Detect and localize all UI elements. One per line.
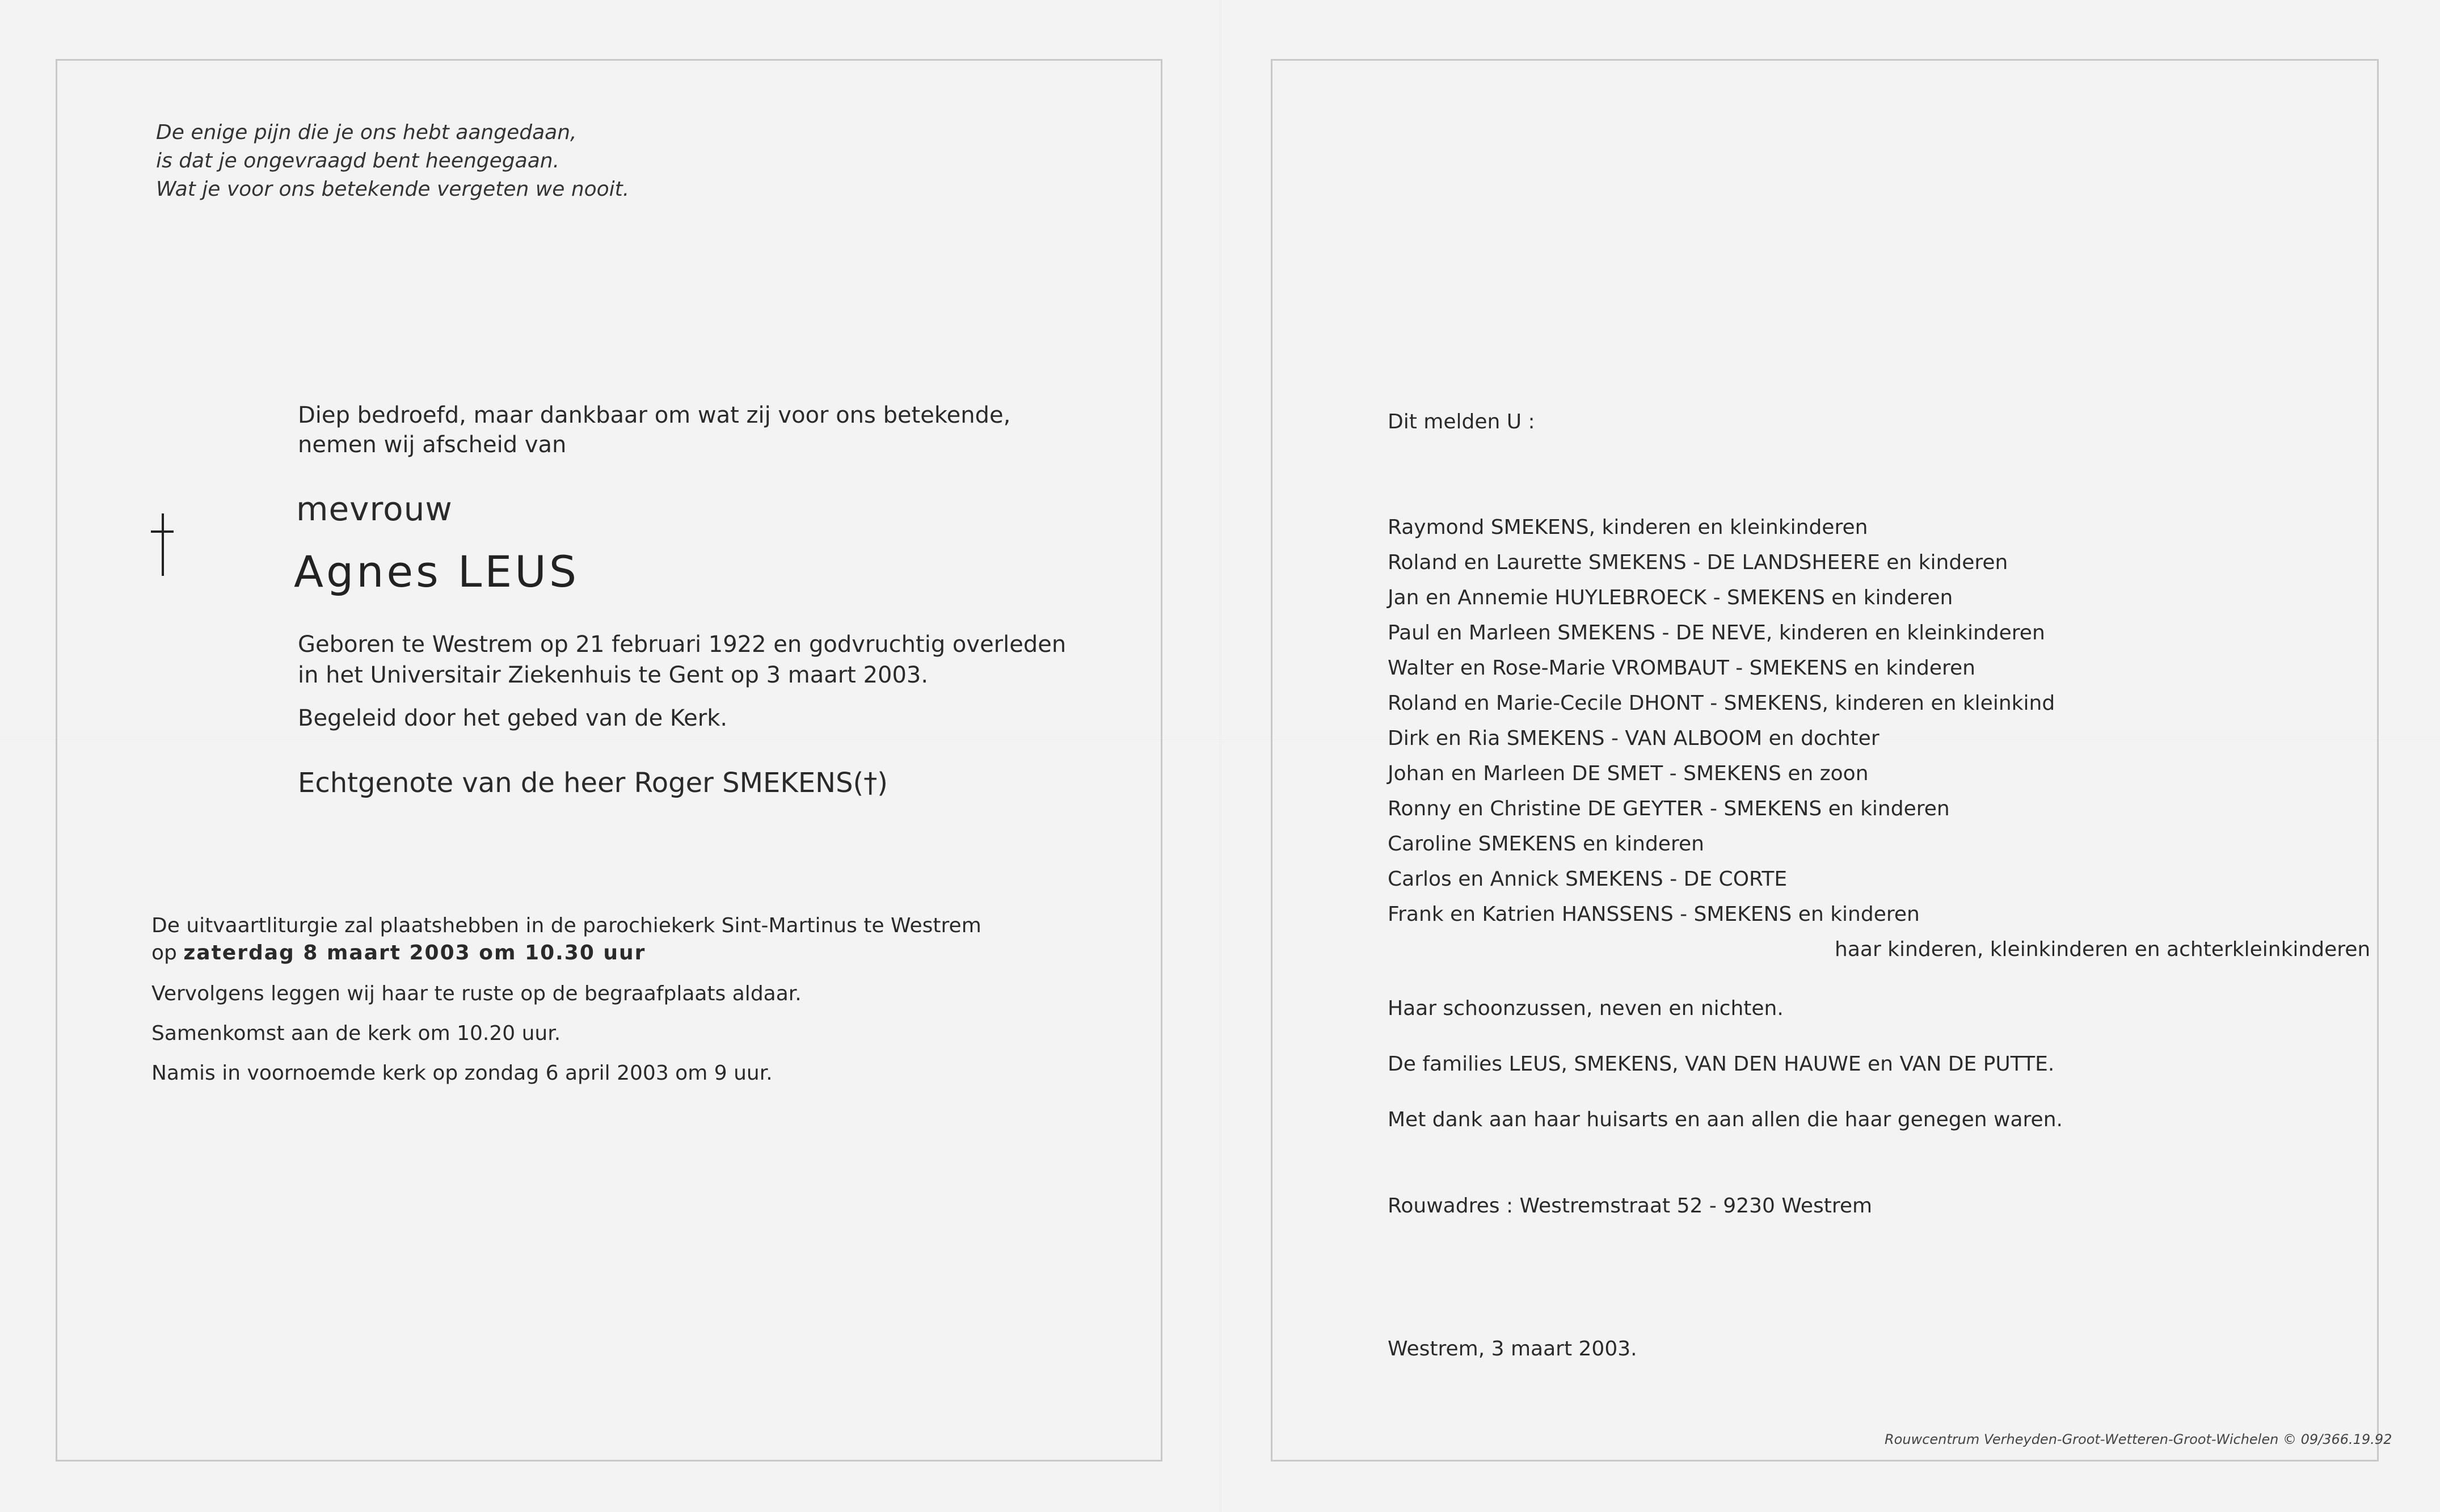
family-line-10: Caroline SMEKENS en kinderen	[1388, 832, 1704, 856]
inlaws-line: Haar schoonzussen, neven en nichten.	[1388, 997, 1784, 1020]
cross-icon	[159, 513, 167, 576]
left-page-frame	[56, 59, 1162, 1462]
family-line-7: Dirk en Ria SMEKENS - VAN ALBOOM en dochter	[1388, 727, 1879, 750]
funeral-home-credit: Rouwcentrum Verheyden-Groot-Wetteren-Groot-Wichelen © 09/366.19.92	[1885, 1431, 2392, 1447]
address-line: Rouwadres : Westremstraat 52 - 9230 Westrem	[1388, 1194, 1873, 1218]
family-line-9: Ronny en Christine DE GEYTER - SMEKENS en kinderen	[1388, 797, 1950, 820]
poem-line-1: De enige pijn die je ons hebt aangedaan,	[156, 121, 577, 144]
funeral-date-prefix: op	[151, 941, 177, 965]
vertical-fold-line	[1220, 0, 1221, 1512]
poem-line-3: Wat je voor ons betekende vergeten we nooit.	[156, 178, 630, 201]
spouse-line: Echtgenote van de heer Roger SMEKENS(†)	[298, 767, 888, 799]
mass-line: Namis in voornoemde kerk op zondag 6 april 2003 om 9 uur.	[151, 1062, 773, 1085]
burial-line: Vervolgens leggen wij haar te ruste op de begraafplaats aldaar.	[151, 982, 802, 1005]
intro-line-1: Diep bedroefd, maar dankbaar om wat zij voor ons betekende,	[298, 402, 1011, 428]
thanks-line: Met dank aan haar huisarts en aan allen die haar genegen waren.	[1388, 1108, 2063, 1131]
family-line-8: Johan en Marleen DE SMET - SMEKENS en zoon	[1388, 762, 1869, 785]
funeral-date: zaterdag 8 maart 2003 om 10.30 uur	[183, 941, 646, 965]
right-page-frame	[1271, 59, 2379, 1462]
family-line-4: Paul en Marleen SMEKENS - DE NEVE, kinderen en kleinkinderen	[1388, 621, 2045, 645]
funeral-line-1: De uitvaartliturgie zal plaatshebben in de parochiekerk Sint-Martinus te Westrem	[151, 914, 981, 937]
family-line-2: Roland en Laurette SMEKENS - DE LANDSHEERE en kinderen	[1388, 551, 2008, 574]
honorific: mevrouw	[296, 490, 453, 528]
family-line-5: Walter en Rose-Marie VROMBAUT - SMEKENS en kinderen	[1388, 656, 1975, 680]
church-blessing: Begeleid door het gebed van de Kerk.	[298, 705, 728, 731]
family-line-12: Frank en Katrien HANSSENS - SMEKENS en kinderen	[1388, 903, 1920, 926]
gathering-line: Samenkomst aan de kerk om 10.20 uur.	[151, 1022, 561, 1045]
family-line-1: Raymond SMEKENS, kinderen en kleinkinderen	[1388, 516, 1868, 539]
poem-line-2: is dat je ongevraagd bent heengegaan.	[156, 149, 560, 172]
birth-death-line-2: in het Universitair Ziekenhuis te Gent op 3 maart 2003.	[298, 662, 929, 688]
place-date-line: Westrem, 3 maart 2003.	[1388, 1337, 1637, 1361]
families-line: De families LEUS, SMEKENS, VAN DEN HAUWE en VAN DE PUTTE.	[1388, 1052, 2055, 1076]
deceased-name: Agnes LEUS	[294, 546, 580, 597]
funeral-line-2	[151, 943, 646, 963]
family-line-3: Jan en Annemie HUYLEBROECK - SMEKENS en kinderen	[1388, 586, 1953, 609]
announce-line: Dit melden U :	[1388, 410, 1535, 433]
birth-death-line-1: Geboren te Westrem op 21 februari 1922 en godvruchtig overleden	[298, 631, 1067, 658]
intro-line-2: nemen wij afscheid van	[298, 432, 567, 458]
grandchildren-line: haar kinderen, kleinkinderen en achterkleinkinderen	[1835, 938, 2371, 961]
family-line-6: Roland en Marie-Cecile DHONT - SMEKENS, kinderen en kleinkind	[1388, 692, 2055, 715]
family-line-11: Carlos en Annick SMEKENS - DE CORTE	[1388, 867, 1788, 891]
